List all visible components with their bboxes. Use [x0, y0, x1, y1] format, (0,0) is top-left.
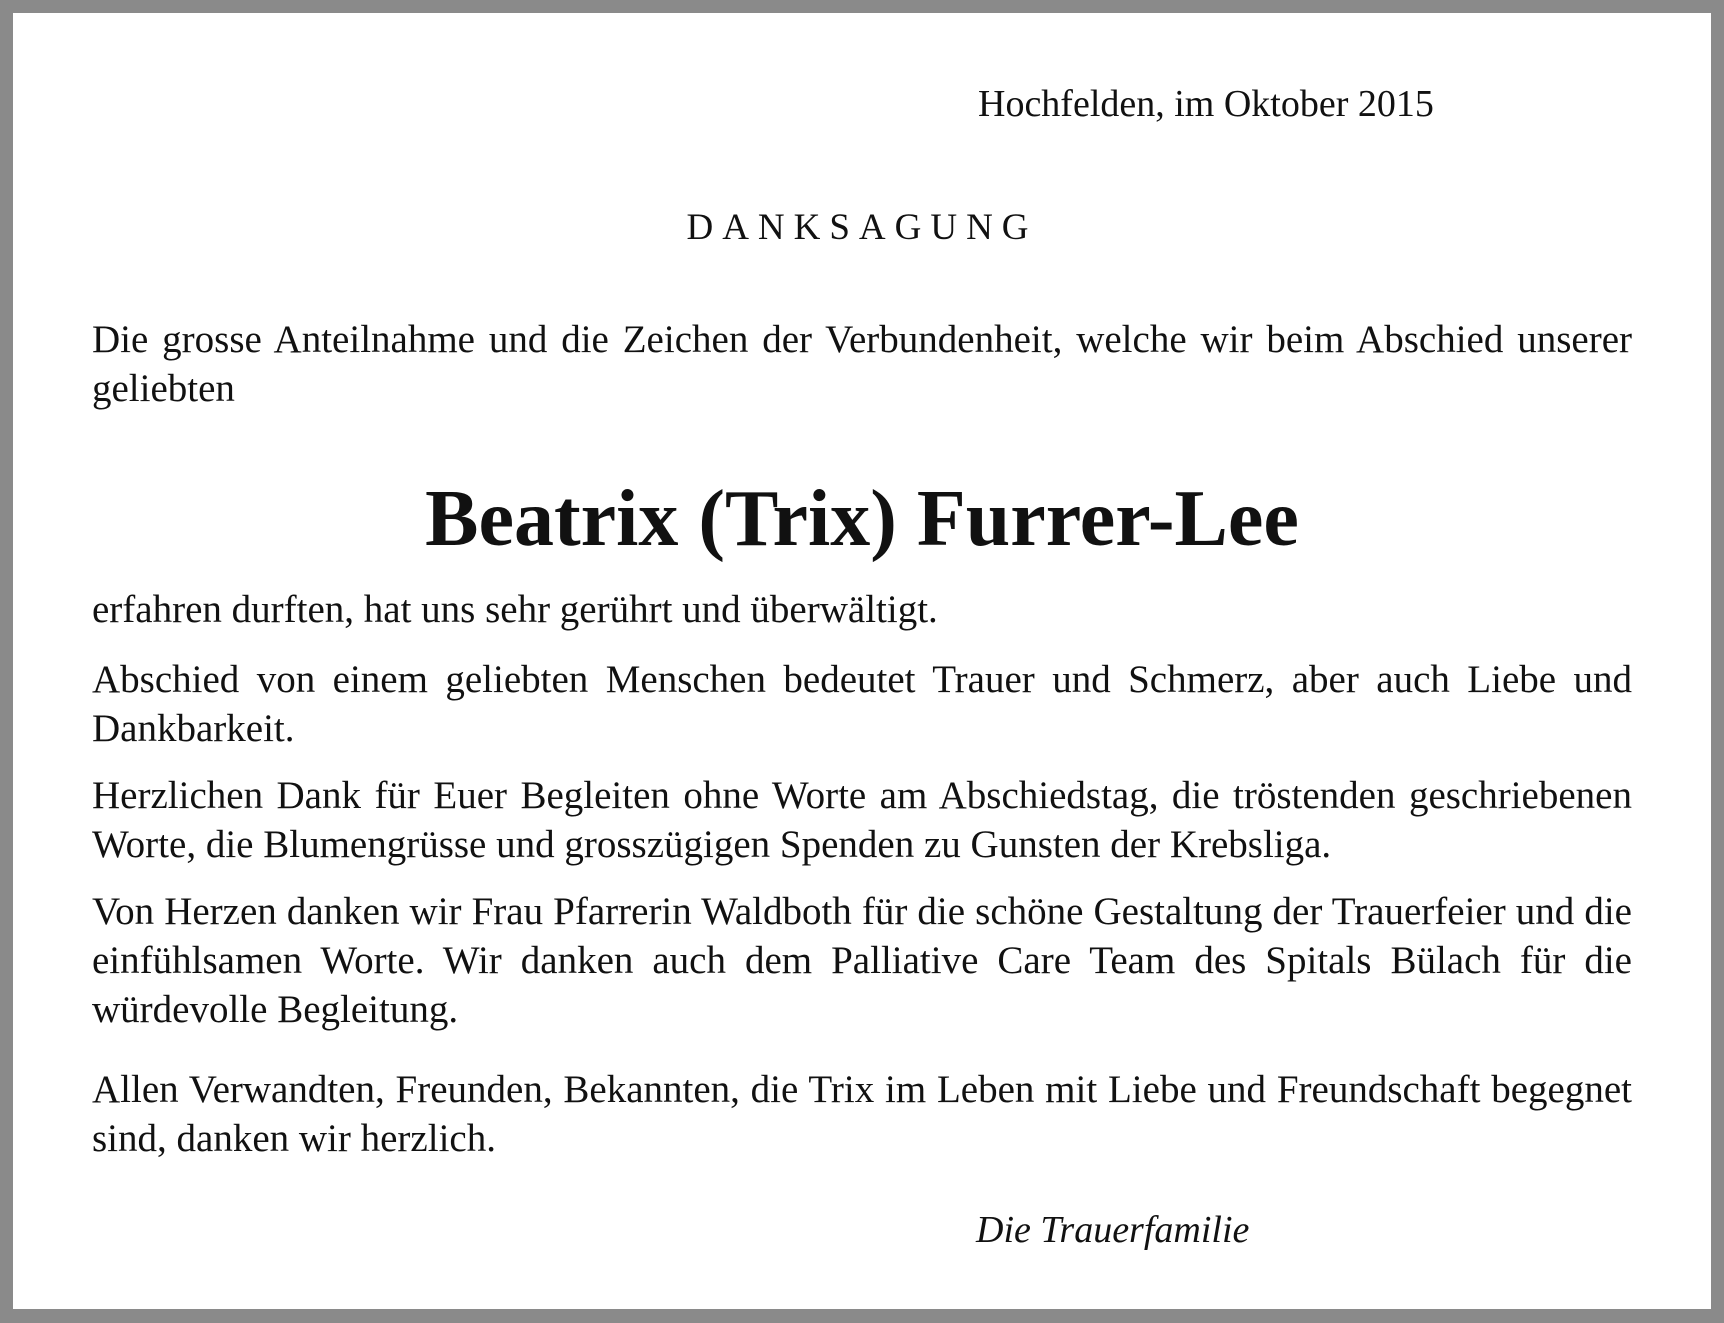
intro-paragraph: Die grosse Anteilnahme und die Zeichen der Verbundenheit, welche wir beim Abschied unserer geliebten [92, 318, 1632, 410]
notice-page [13, 13, 1711, 1309]
paragraph-touched: erfahren durften, hat uns sehr gerührt und überwältigt. [92, 588, 938, 631]
deceased-name: Beatrix (Trix) Furrer-Lee [425, 475, 1299, 563]
paragraph-thanks: Herzlichen Dank für Euer Begleiten ohne Worte am Abschiedstag, die tröstenden geschriebenen Worte, die Blumengrüsse und grosszügigen Spenden zu Gunsten der Krebsliga. [92, 774, 1632, 866]
place-date: Hochfelden, im Oktober 2015 [978, 83, 1434, 125]
paragraph-pastor-thanks: Von Herzen danken wir Frau Pfarrerin Waldboth für die schöne Gestaltung der Trauerfeier und die einfühlsamen Worte. Wir danken auch dem Palliative Care Team des Spitals Bülach für die würdevolle Begleitung. [92, 890, 1632, 1031]
signature: Die Trauerfamilie [976, 1209, 1250, 1251]
paragraph-farewell: Abschied von einem geliebten Menschen bedeutet Trauer und Schmerz, aber auch Liebe und Dankbarkeit. [92, 658, 1632, 750]
notice-heading: DANKSAGUNG [686, 207, 1038, 248]
paragraph-relatives-thanks: Allen Verwandten, Freunden, Bekannten, die Trix im Leben mit Liebe und Freundschaft begegnet sind, danken wir herzlich. [92, 1068, 1632, 1160]
